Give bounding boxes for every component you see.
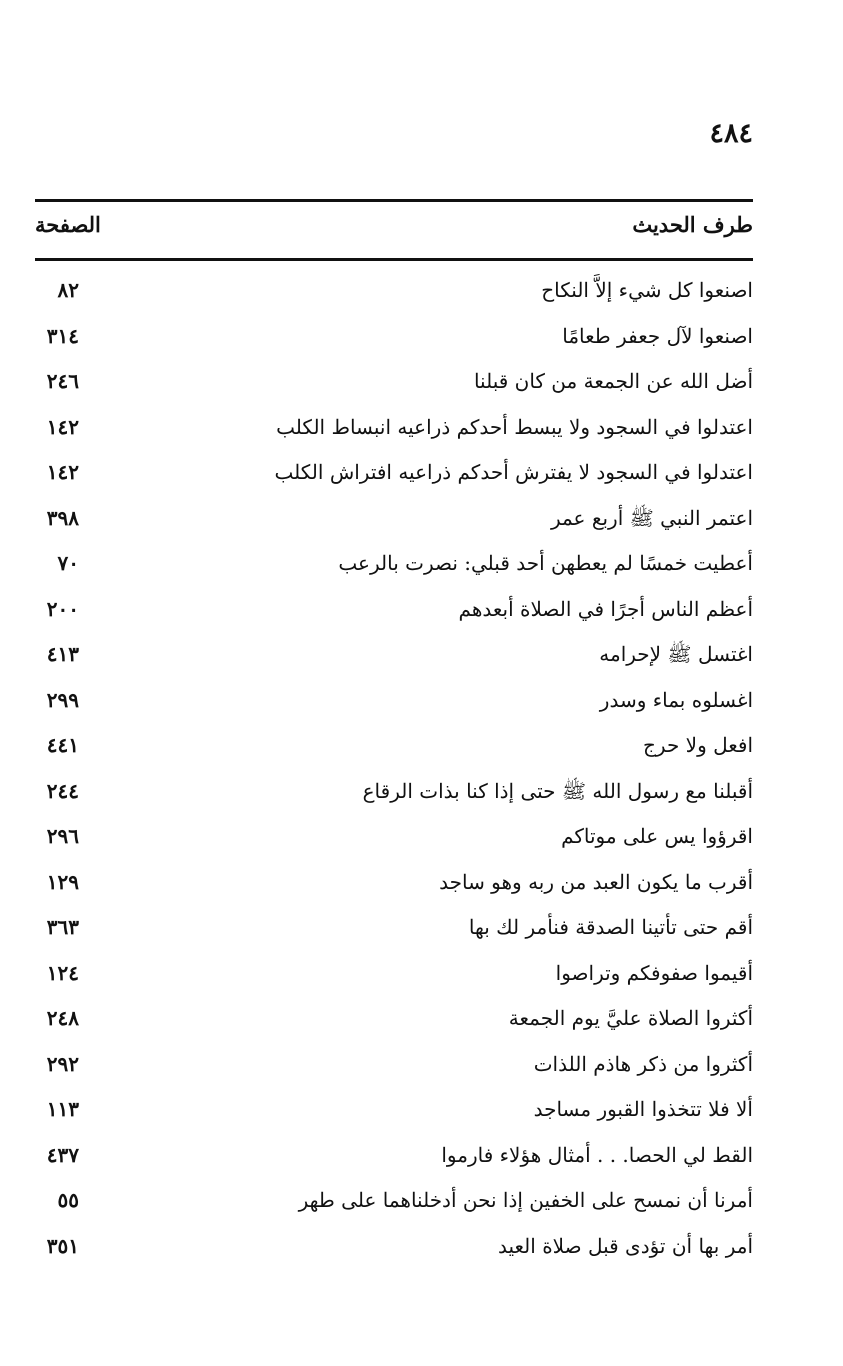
page-reference: ٤١٣ [46,642,79,666]
hadith-index-list [35,274,753,1275]
page-reference: ٢٠٠ [46,596,79,621]
hadith-text: أعطيت خمسًا لم يعطهن أحد قبلي: نصرت بالرعب [338,551,753,575]
hadith-text: أقرب ما يكون العبد من ربه وهو ساجد [439,869,753,894]
page-reference: ٤٤١ [46,733,79,757]
hadith-text: اقرؤوا يس على موتاكم [561,824,753,848]
list-item [35,456,753,502]
page-reference: ٢٩٦ [46,824,79,848]
list-item [35,411,753,457]
hadith-text: أمر بها أن تؤدى قبل صلاة العيد [498,1233,753,1258]
hadith-text: أقيموا صفوفكم وتراصوا [555,960,753,985]
table-header [35,208,753,248]
page-reference: ٤٣٧ [46,1142,79,1167]
page-reference: ١١٣ [46,1097,79,1121]
list-item [35,1139,753,1185]
list-item [35,820,753,866]
list-item [35,320,753,366]
page-reference: ٧٠ [57,551,79,575]
page-reference: ٣١٤ [46,323,79,348]
hadith-text: أكثروا الصلاة عليَّ يوم الجمعة [508,1006,753,1030]
list-item [35,274,753,320]
header-top-rule [35,199,753,202]
hadith-text: أعظم الناس أجرًا في الصلاة أبعدهم [458,596,753,621]
hadith-text: أقم حتى تأتينا الصدقة فنأمر لك بها [468,915,753,939]
page-reference: ١٢٤ [46,960,79,985]
hadith-text: اصنعوا كل شيء إلاَّ النكاح [541,278,753,302]
list-item [35,1093,753,1139]
header-hadith-label: طرف الحديث [632,212,753,237]
hadith-text: أكثروا من ذكر هاذم اللذات [533,1051,753,1076]
hadith-text: افعل ولا حرج [643,733,753,757]
page-reference: ٥٥ [57,1188,79,1212]
list-item [35,957,753,1003]
hadith-text: أضل الله عن الجمعة من كان قبلنا [473,369,753,393]
list-item [35,911,753,957]
list-item [35,1230,753,1276]
hadith-text: ألا فلا تتخذوا القبور مساجد [533,1097,753,1121]
page-reference: ٢٩٩ [46,687,79,712]
hadith-text: اغسلوه بماء وسدر [599,687,753,712]
page-reference: ٣٦٣ [46,915,79,939]
list-item [35,547,753,593]
list-item [35,1002,753,1048]
list-item [35,638,753,684]
hadith-text: القط لي الحصا. . . أمثال هؤلاء فارموا [441,1142,753,1167]
list-item [35,684,753,730]
hadith-text: اعتدلوا في السجود ولا يبسط أحدكم ذراعيه انبساط الكلب [276,414,753,439]
list-item [35,866,753,912]
page-reference: ٣٩٨ [46,505,79,530]
page-reference: ٣٥١ [46,1233,79,1258]
header-page-label: الصفحة [35,212,101,237]
list-item [35,502,753,548]
list-item [35,365,753,411]
hadith-text: اغتسل ﷺ لإحرامه [599,642,753,666]
page-reference: ٢٤٨ [46,1006,79,1030]
hadith-text: أقبلنا مع رسول الله ﷺ حتى إذا كنا بذات الرقاع [362,778,753,803]
page-reference: ٢٤٦ [46,369,79,393]
page-reference: ٢٤٤ [46,778,79,803]
hadith-text: أمرنا أن نمسح على الخفين إذا نحن أدخلناهما على طهر [298,1188,753,1212]
page-reference: ٨٢ [57,278,79,302]
hadith-text: اعتمر النبي ﷺ أربع عمر [550,505,753,530]
list-item [35,1048,753,1094]
list-item [35,729,753,775]
page-reference: ٢٩٢ [46,1051,79,1076]
page-reference: ١٢٩ [46,869,79,894]
page-reference: ١٤٢ [46,460,79,484]
list-item [35,1184,753,1230]
list-item [35,775,753,821]
hadith-text: اعتدلوا في السجود لا يفترش أحدكم ذراعيه افتراش الكلب [274,460,753,484]
page-reference: ١٤٢ [46,414,79,439]
page-number: ٤٨٤ [709,118,753,149]
hadith-text: اصنعوا لآل جعفر طعامًا [562,323,753,348]
header-bottom-rule [35,258,753,261]
list-item [35,593,753,639]
